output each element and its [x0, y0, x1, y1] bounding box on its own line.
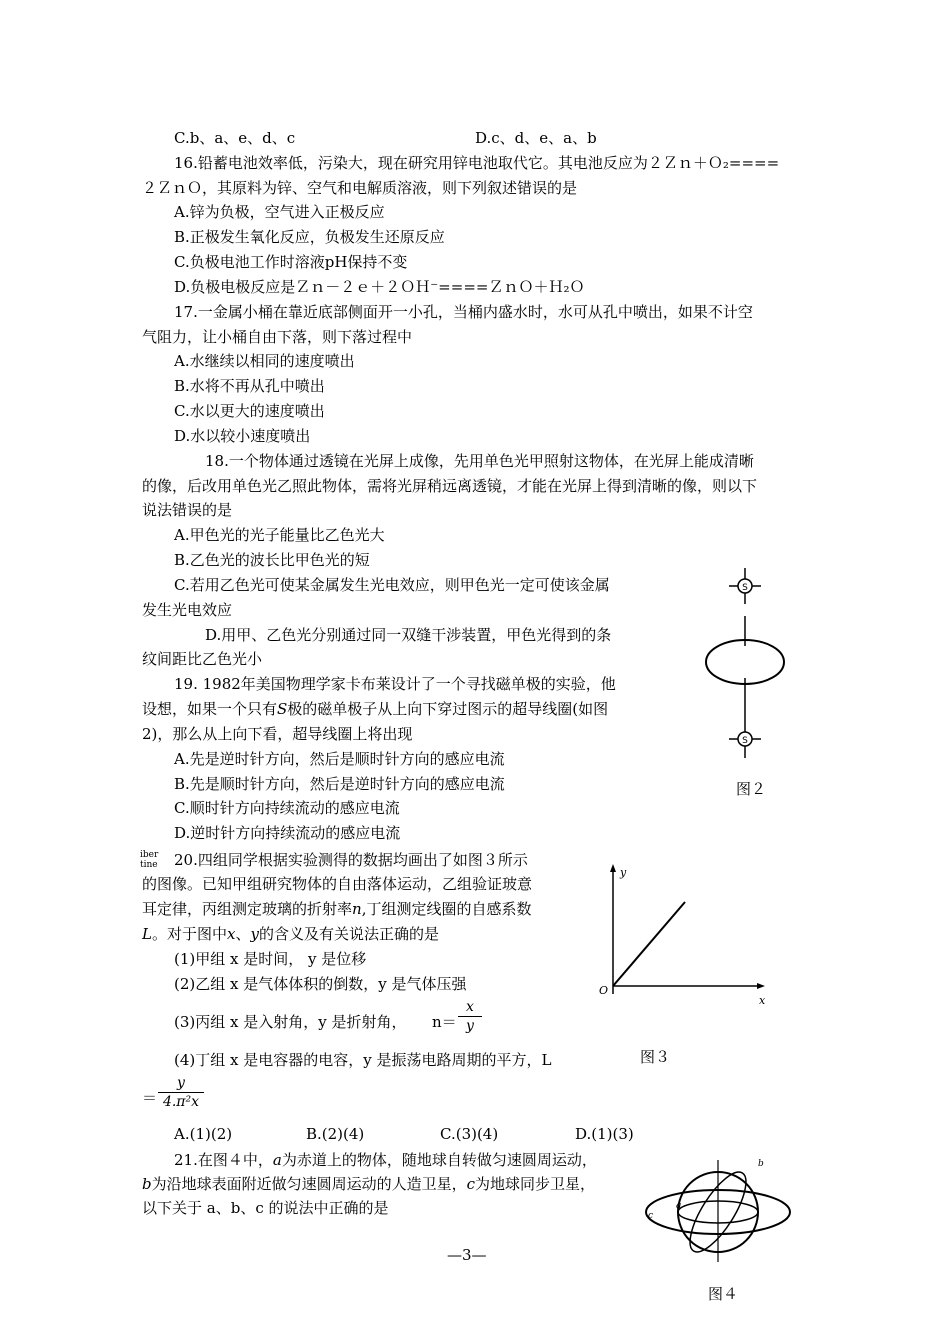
figure-4-diagram — [640, 1150, 800, 1270]
label-c: c — [648, 1211, 654, 1221]
q16-stem-line2: ２ＺｎＯ，其原料为锌、空气和电解质溶液，则下列叙述错误的是 — [142, 179, 578, 197]
q21-stem-line3: 以下关于 a、b、c 的说法中正确的是 — [142, 1199, 389, 1217]
monopole-top — [729, 568, 761, 604]
q20-fraction-inductance: y 4.π²x — [158, 1074, 204, 1111]
q20-statement-2: (2)乙组 x 是气体体积的倒数，y 是气体压强 — [174, 975, 467, 993]
figure-3-graph — [595, 858, 775, 1018]
x-axis-label: x — [759, 994, 766, 1007]
q16-option-d: D.负极电极反应是Ｚｎ－２ｅ＋２ＯＨ⁻====ＺｎＯ＋Ｈ₂Ｏ — [174, 278, 585, 296]
q20-stem-line1: 20.四组同学根据实验测得的数据均画出了如图３所示 — [174, 851, 528, 869]
page-number: —3— — [447, 1246, 487, 1264]
q19-stem-line1: 19. 1982年美国物理学家卡布莱设计了一个寻找磁单极的实验，他 — [174, 675, 616, 693]
q18-option-d-line1: D.用甲、乙色光分别通过同一双缝干涉装置，甲色光得到的条 — [205, 626, 612, 644]
q16-option-c: C.负极电池工作时溶液pH保持不变 — [174, 253, 408, 271]
q19-stem-line2: 设想，如果一个只有S极的磁单极子从上向下穿过图示的超导线圈(如图 — [142, 700, 609, 718]
q19-option-b: B.先是顺时针方向，然后是逆时针方向的感应电流 — [174, 775, 505, 793]
q17-option-b: B.水将不再从孔中喷出 — [174, 377, 325, 395]
q20-option-b: B.(2)(4) — [306, 1125, 365, 1143]
q16-option-b: B.正极发生氧化反应，负极发生还原反应 — [174, 228, 445, 246]
figure-2-caption: 图２ — [736, 780, 767, 798]
data-line — [613, 902, 685, 986]
q18-stem-line1: 18.一个物体通过透镜在光屏上成像，先用单色光甲照射这物体，在光屏上能成清晰 — [205, 452, 754, 470]
q18-option-d-line2: 纹间距比乙色光小 — [142, 650, 263, 668]
x-axis-arrow — [757, 983, 765, 989]
q17-option-c: C.水以更大的速度喷出 — [174, 402, 325, 420]
q19-stem-line3: 2)，那么从上向下看，超导线圈上将出现 — [142, 725, 413, 743]
q17-option-d: D.水以较小速度喷出 — [174, 427, 311, 445]
label-a: a — [676, 1201, 682, 1211]
q20-watermark: iber tine — [140, 850, 159, 870]
q17-stem-line1: 17.一金属小桶在靠近底部侧面开一小孔，当桶内盛水时，水可从孔中喷出，如果不计空 — [174, 303, 753, 321]
q18-option-a: A.甲色光的光子能量比乙色光大 — [174, 526, 385, 544]
superconducting-coil — [706, 640, 784, 684]
q21-stem-line1: 21.在图４中，a为赤道上的物体，随地球自转做匀速圆周运动， — [174, 1151, 597, 1169]
q19-option-c: C.顺时针方向持续流动的感应电流 — [174, 799, 400, 817]
q18-stem-line3: 说法错误的是 — [142, 501, 233, 519]
origin-label: O — [599, 984, 609, 997]
figure-2-diagram — [695, 568, 795, 768]
q21-stem-line2: b为沿地球表面附近做匀速圆周运动的人造卫星，c为地球同步卫星， — [142, 1175, 596, 1193]
q20-stem-line3: 耳定律，丙组测定玻璃的折射率n,丁组测定线圈的自感系数 — [142, 900, 532, 918]
y-axis-arrow — [610, 864, 616, 872]
q20-option-d: D.(1)(3) — [575, 1125, 634, 1143]
q20-option-c: C.(3)(4) — [440, 1125, 499, 1143]
q18-option-c-line2: 发生光电效应 — [142, 601, 233, 619]
q20-option-a: A.(1)(2) — [174, 1125, 233, 1143]
q20-stem-line2: 的图像。已知甲组研究物体的自由落体运动，乙组验证玻意 — [142, 875, 533, 893]
q17-option-a: A.水继续以相同的速度喷出 — [174, 352, 355, 370]
monopole-bottom — [729, 718, 761, 758]
q16-stem-line1: 16.铅蓄电池效率低，污染大，现在研究用锌电池取代它。其电池反应为２Ｚｎ＋Ｏ₂==== — [174, 154, 780, 172]
q20-statement-4-eq: ＝ — [142, 1089, 158, 1107]
q19-option-a: A.先是逆时针方向，然后是顺时针方向的感应电流 — [174, 750, 505, 768]
q15-option-c: C.b、a、e、d、c — [174, 129, 296, 147]
figure-4-caption: 图４ — [708, 1285, 739, 1303]
q20-statement-4: (4)丁组 x 是电容器的电容，y 是振荡电路周期的平方，L — [174, 1051, 552, 1069]
monopole-bottom-label: S — [742, 736, 748, 746]
q20-statement-3-eq: n＝ — [432, 1013, 457, 1031]
q19-option-d: D.逆时针方向持续流动的感应电流 — [174, 824, 401, 842]
q17-stem-line2: 气阻力，让小桶自由下落，则下落过程中 — [142, 328, 413, 346]
q20-statement-1: (1)甲组 x 是时间， y 是位移 — [174, 950, 367, 968]
q20-statement-3: (3)丙组 x 是入射角，y 是折射角， — [174, 1013, 407, 1031]
q20-fraction-x-over-y: x y — [458, 998, 482, 1035]
y-axis-label: y — [620, 866, 627, 879]
q20-stem-line4: L。对于图中x、y的含义及有关说法正确的是 — [142, 925, 439, 943]
q16-option-a: A.锌为负极，空气进入正极反应 — [174, 203, 385, 221]
monopole-top-label: S — [742, 583, 748, 593]
q18-option-c-line1: C.若用乙色光可使某金属发生光电效应，则甲色光一定可使该金属 — [174, 576, 610, 594]
label-b: b — [758, 1159, 764, 1169]
q18-stem-line2: 的像，后改用单色光乙照此物体，需将光屏稍远离透镜，才能在光屏上得到清晰的像，则以下 — [142, 477, 758, 495]
q18-option-b: B.乙色光的波长比甲色光的短 — [174, 551, 370, 569]
q15-option-d: D.c、d、e、a、b — [475, 129, 597, 147]
figure-3-caption: 图３ — [640, 1048, 671, 1066]
